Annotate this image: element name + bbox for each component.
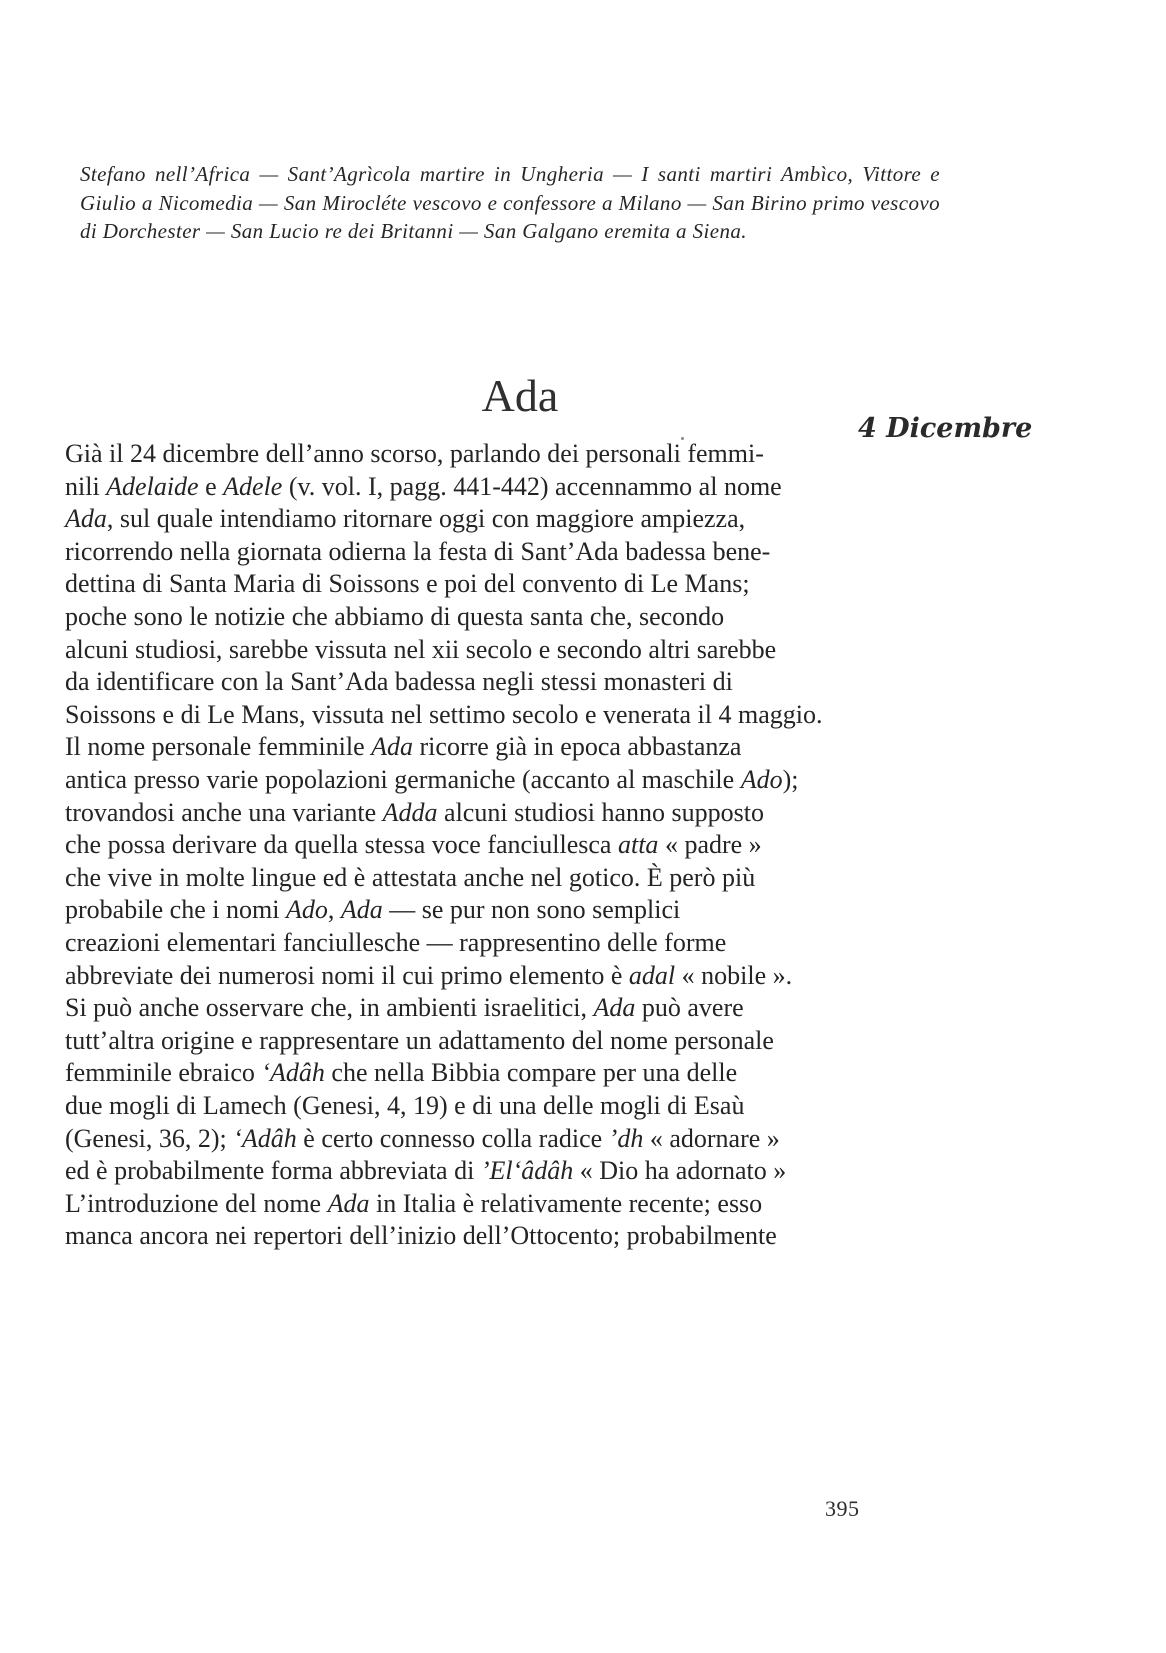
italic-term: Ada <box>65 504 107 534</box>
text-run: abbreviate dei numerosi nomi il cui primo elemento è <box>65 960 629 990</box>
body-line <box>65 568 750 600</box>
text-run: « Dio ha adornato » <box>573 1156 787 1186</box>
text-run: manca ancora nei repertori dell’inizio dell’Ottocento; probabilmente <box>65 1221 777 1251</box>
body-line <box>65 536 770 568</box>
body-line <box>65 438 764 470</box>
italic-term: Adele <box>223 471 283 501</box>
text-run: probabile che i nomi <box>65 895 286 925</box>
text-run: e <box>198 471 224 501</box>
italic-term: Ada <box>593 993 636 1023</box>
text-run: che vive in molte lingue ed è attestata anche nel gotico. È però più <box>65 862 756 892</box>
body-line <box>65 1155 786 1187</box>
text-run: L’introduzione del nome <box>65 1188 328 1218</box>
body-line <box>65 862 755 894</box>
text-run: che nella Bibbia compare per una delle <box>324 1058 738 1088</box>
text-run: « padre » <box>658 830 762 860</box>
italic-term: adal <box>628 960 676 990</box>
text-run: antica presso varie popolazioni germaniche (accanto al maschile <box>65 765 741 794</box>
body-line <box>65 829 762 861</box>
body-line <box>65 764 798 796</box>
text-run: Già il 24 dicembre dell’anno scorso, parlando dei personali femmi- <box>65 439 764 468</box>
body-line <box>65 797 764 829</box>
text-run: creazioni elementari fanciullesche — rappresentino delle forme <box>65 928 727 957</box>
body-line <box>65 1090 744 1122</box>
body-line <box>65 731 741 763</box>
italic-term: ‘Adâh <box>233 1123 297 1153</box>
body-line <box>65 927 726 959</box>
italic-term: Ada <box>340 895 383 925</box>
body-line <box>65 894 680 926</box>
italic-term: Ada <box>327 1188 370 1218</box>
text-run: Soissons e di Le Mans, vissuta nel settimo secolo e venerata il 4 maggio. <box>65 699 823 729</box>
text-run: trovandosi anche una variante <box>65 797 383 827</box>
body-line <box>65 960 792 992</box>
text-run: , sul quale intendiamo ritornare oggi con maggiore ampiezza, <box>106 504 746 534</box>
italic-term: Adda <box>382 797 438 827</box>
text-run: tutt’altra origine e rappresentare un adattamento del nome personale <box>65 1025 774 1055</box>
text-run: in Italia è relativamente recente; esso <box>369 1188 763 1218</box>
text-run: , <box>327 895 341 925</box>
body-line <box>65 1188 762 1220</box>
page-number: 395 <box>825 1496 860 1521</box>
text-run: alcuni studiosi, sarebbe vissuta nel xii secolo e secondo altri sarebbe <box>65 634 777 664</box>
italic-term: ’El‘âdâh <box>480 1156 574 1186</box>
italic-term: atta <box>617 830 659 860</box>
italic-term: ’dh <box>608 1123 644 1153</box>
text-run: « adornare » <box>643 1123 780 1153</box>
text-run: poche sono le notizie che abbiamo di questa santa che, secondo <box>65 602 725 631</box>
body-line <box>65 634 776 666</box>
body-line <box>65 1057 737 1089</box>
text-run: ricorre già in epoca abbastanza <box>413 732 742 762</box>
text-run: femminile ebraico <box>65 1058 262 1088</box>
body-line <box>65 992 744 1024</box>
text-run: « nobile ». <box>675 960 793 990</box>
text-run: due mogli di Lamech (Genesi, 4, 19) e di una delle mogli di Esaù <box>65 1091 745 1120</box>
text-run: che possa derivare da quella stessa voce fanciullesca <box>65 830 618 860</box>
saints-of-the-day-list: Stefano nell’Africa — Sant’Agrìcola martire in Ungheria — I santi martiri Ambìco, Vittore e Giulio a Nicomedia — San Mirocléte vescovo e confessore a Milano — San Birino primo vescovo di Dorchester — San Lucio re dei Britanni — San Galgano eremita a Siena. <box>80 162 940 243</box>
text-run: da identificare con la Sant’Ada badessa negli stessi monasteri di <box>65 667 733 697</box>
text-run: è certo connesso colla radice <box>296 1123 609 1153</box>
italic-term: Ado <box>285 895 328 925</box>
page-title: Ada <box>481 369 559 421</box>
italic-term: Ado <box>740 765 783 794</box>
text-run: Si può anche osservare che, in ambienti israelitici, <box>65 993 594 1023</box>
text-run: ricorrendo nella giornata odierna la festa di Sant’Ada badessa bene- <box>65 536 771 566</box>
text-run: può avere <box>635 993 744 1023</box>
text-run: (v. vol. I, pagg. 441-442) accennammo al nome <box>282 471 782 501</box>
body-line <box>65 471 782 503</box>
body-line <box>65 666 733 698</box>
body-line <box>65 1123 780 1155</box>
italic-term: Ada <box>371 732 414 762</box>
body-line <box>65 1025 774 1057</box>
text-run: alcuni studiosi hanno supposto <box>437 797 764 827</box>
text-run: ); <box>782 765 799 794</box>
body-line <box>65 503 745 535</box>
italic-term: ‘Adâh <box>261 1058 325 1088</box>
text-run: (Genesi, 36, 2); <box>65 1123 234 1153</box>
body-line <box>65 1220 777 1252</box>
text-run: ed è probabilmente forma abbreviata di <box>65 1156 481 1186</box>
body-line <box>65 699 822 731</box>
text-run: nili <box>65 471 107 501</box>
italic-term: Adelaide <box>106 471 199 501</box>
text-run: Il nome personale femminile <box>65 732 372 762</box>
feast-date: 4 Dicembre <box>858 413 1033 444</box>
text-run: dettina di Santa Maria di Soissons e poi del convento di Le Mans; <box>65 569 750 599</box>
body-line <box>65 601 724 633</box>
text-run: — se pur non sono semplici <box>382 895 681 925</box>
